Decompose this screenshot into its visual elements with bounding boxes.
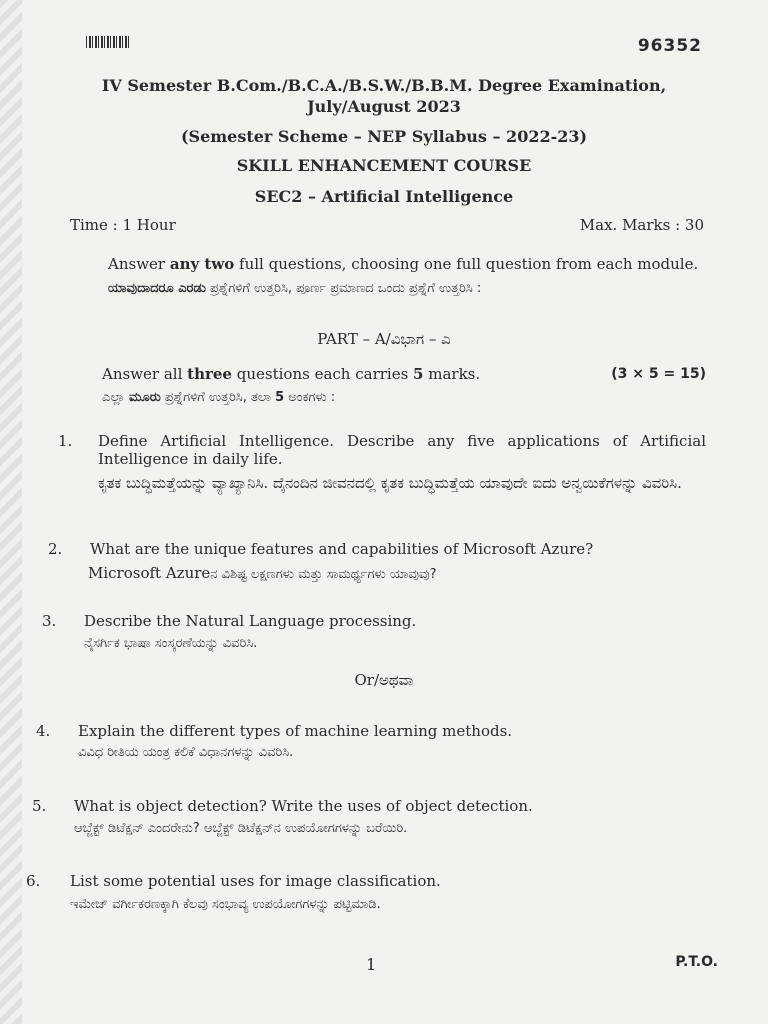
question-text-en: Describe the Natural Language processing. (84, 612, 417, 630)
exam-title: IV Semester B.Com./B.C.A./B.S.W./B.B.M. Degree Examination, (101, 76, 667, 95)
course-type: SKILL ENHANCEMENT COURSE (236, 156, 532, 175)
instruction-kn: ಯಾವುದಾದರೂ ಎರಡು ಪ್ರಶ್ನೆಗಳಿಗೆ ಉತ್ತರಿಸಿ, ಪೂರ್ಣ ಪ್ರಮಾಣದ ಒಂದು ಪ್ರಶ್ನೆಗೆ ಉತ್ತರಿಸಿ : (108, 281, 482, 296)
question-number: 6. (26, 872, 41, 890)
question-number: 1. (58, 432, 73, 450)
question-number: 4. (36, 722, 51, 740)
scheme: (Semester Scheme – NEP Syllabus – 2022-23) (180, 127, 588, 146)
course-name: SEC2 – Artificial Intelligence (254, 187, 514, 206)
part-instruction-kn: ಎಲ್ಲಾ ಮೂರು ಪ್ರಶ್ನೆಗಳಿಗೆ ಉತ್ತರಿಸಿ, ತಲಾ 5 ಅಂಕಗಳು : (102, 390, 336, 405)
question-text-en: Define Artificial Intelligence. Describe any five applications of Artificial Intelligence in daily life. (98, 432, 706, 468)
question-text-kn: ಕೃತಕ ಬುದ್ಧಿಮತ್ತೆಯನ್ನು ವ್ಯಾಖ್ಯಾನಿಸಿ. ದೈನಂದಿನ ಜೀವನದಲ್ಲಿ ಕೃತಕ ಬುದ್ಧಿಮತ್ತೆಯ ಯಾವುದೇ ಐದು ಅನ್ವಯಿಕೆಗಳನ್ನು ವಿವರಿಸಿ. (98, 474, 682, 492)
exam-session: July/August 2023 (307, 97, 461, 116)
part-marks: (3 × 5 = 15) (611, 366, 706, 382)
question-text-kn: Microsoft Azureನ ವಿಶಿಷ್ಟ ಲಕ್ಷಣಗಳು ಮತ್ತು ಸಾಮರ್ಥ್ಯಗಳು ಯಾವುವು? (88, 564, 437, 582)
max-marks: Max. Marks : 30 (579, 216, 704, 234)
question-text-kn: ವಿವಿಧ ರೀತಿಯ ಯಂತ್ರ ಕಲಿಕೆ ವಿಧಾನಗಳನ್ನು ವಿವರಿಸಿ. (78, 745, 294, 760)
pto-label: P.T.O. (675, 954, 718, 970)
page-number: 1 (366, 955, 377, 974)
barcode-icon (86, 36, 130, 48)
question-text-kn: ಇಮೇಜ್ ವರ್ಗೀಕರಣಕ್ಕಾಗಿ ಕೆಲವು ಸಂಭಾವ್ಯ ಉಪಯೋಗಗಳನ್ನು ಪಟ್ಟಿಮಾಡಿ. (70, 897, 381, 912)
paper-code: 96352 (637, 36, 702, 56)
instruction-en: Answer any two full questions, choosing one full question from each module. (108, 255, 699, 273)
question-text-kn: ನೈಸರ್ಗಿಕ ಭಾಷಾ ಸಂಸ್ಕರಣೆಯನ್ನು ವಿವರಿಸಿ. (84, 636, 258, 651)
question-text-en: What is object detection? Write the uses of object detection. (74, 797, 533, 815)
question-number: 3. (42, 612, 57, 630)
question-text-en: What are the unique features and capabilities of Microsoft Azure? (90, 540, 594, 558)
question-text-en: List some potential uses for image classification. (70, 872, 441, 890)
question-text-kn: ಆಬ್ಜೆಕ್ಟ್ ಡಿಟೆಕ್ಷನ್ ಎಂದರೇನು? ಆಬ್ಜೆಕ್ಟ್ ಡಿಟೆಕ್ಷನ್‌ನ ಉಪಯೋಗಗಳನ್ನು ಬರೆಯಿರಿ. (74, 821, 408, 836)
question-text-en: Explain the different types of machine learning methods. (78, 722, 513, 740)
question-number: 5. (32, 797, 47, 815)
part-instruction-en: Answer all three questions each carries 5 marks. (102, 365, 481, 383)
or-separator: Or/ಅಥವಾ (354, 671, 414, 689)
question-number: 2. (48, 540, 63, 558)
time-limit: Time : 1 Hour (70, 216, 176, 234)
part-title: PART – A/ವಿಭಾಗ – ಎ (317, 330, 451, 348)
